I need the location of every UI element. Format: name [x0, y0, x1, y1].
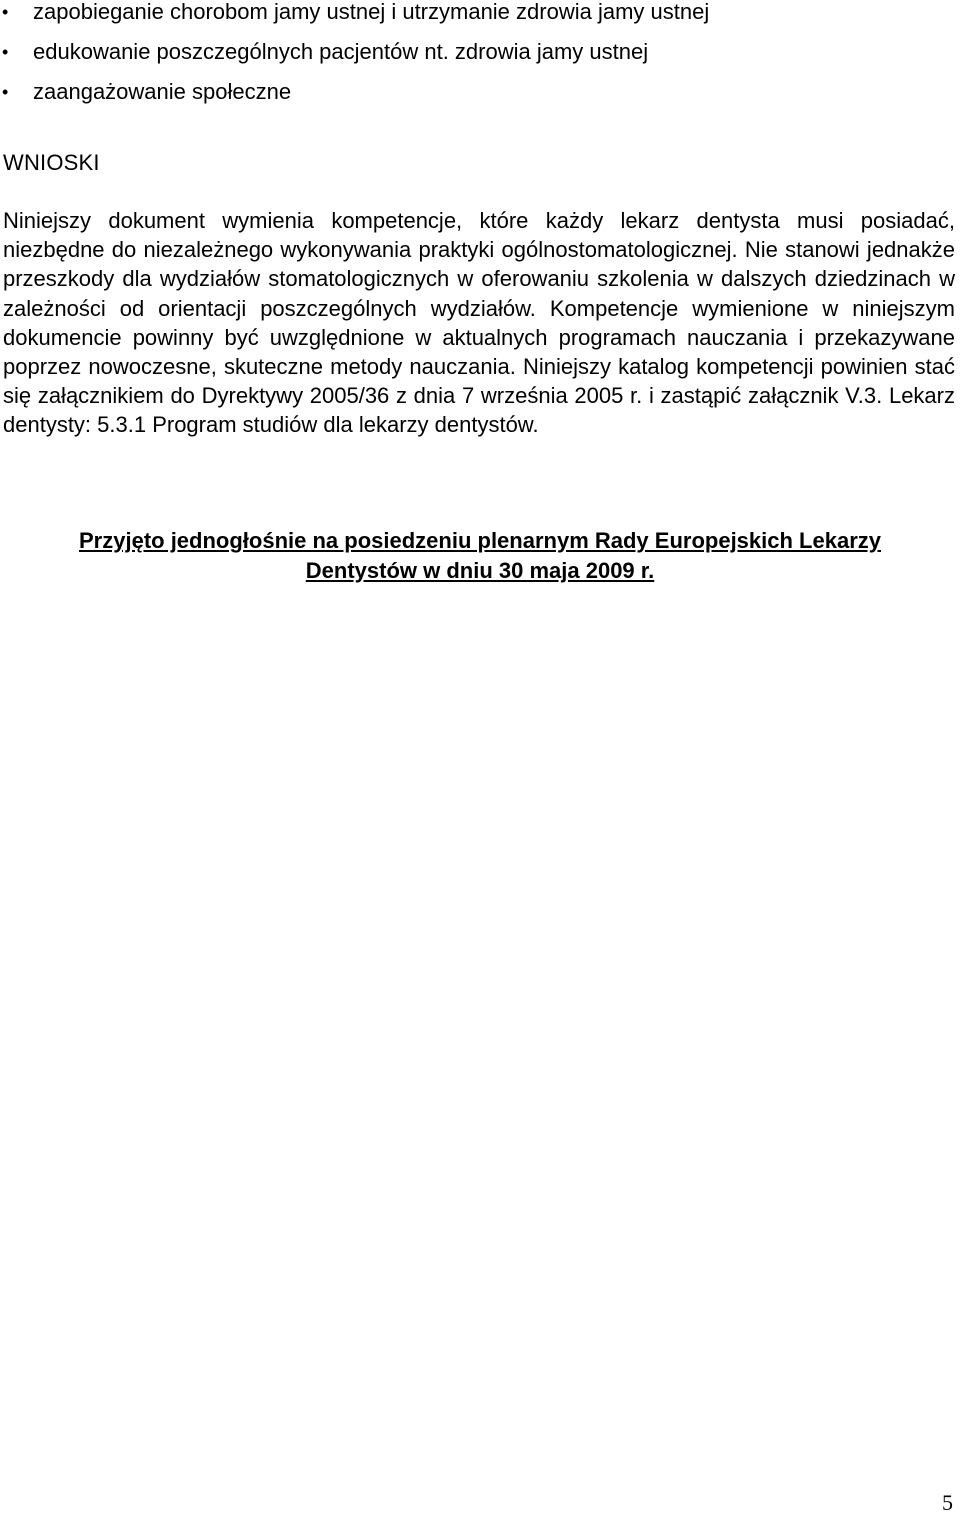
bullet-marker: •	[2, 82, 9, 102]
bullet-marker: •	[2, 2, 9, 22]
adoption-statement	[0, 526, 960, 586]
list-item	[0, 80, 960, 120]
list-item	[0, 40, 960, 80]
conclusions-paragraph: Niniejszy dokument wymienia kompetencje, które każdy lekarz dentysta musi posiadać, niezbędne do niezależnego wykonywania praktyki ogólnostomatologicznej. Nie stanowi jednakże przeszkody dla wydziałów stomatologicznych w oferowaniu szkolenia w dalszych dziedzinach w zależności od orientacji poszczególnych wydziałów. Kompetencje wymienione w niniejszym dokumencie powinny być uwzględnione w aktualnych programach nauczania i przekazywane poprzez nowoczesne, skuteczne metody nauczania. Niniejszy katalog kompetencji powinien stać się załącznikiem do Dyrektywy 2005/36 z dnia 7 września 2005 r. i zastąpić załącznik V.3. Lekarz dentysty: 5.3.1 Program studiów dla lekarzy dentystów.	[3, 208, 955, 438]
bullet-text: edukowanie poszczególnych pacjentów nt. zdrowia jamy ustnej	[33, 39, 649, 64]
bullet-list	[0, 0, 960, 120]
section-heading: WNIOSKI	[3, 150, 100, 175]
adoption-line-2: Dentystów w dniu 30 maja 2009 r.	[305, 558, 655, 583]
bullet-marker: •	[2, 42, 9, 62]
bullet-text: zaangażowanie społeczne	[33, 79, 292, 104]
page-number: 5	[942, 1490, 953, 1515]
adoption-line-1: Przyjęto jednogłośnie na posiedzeniu plenarnym Rady Europejskich Lekarzy	[79, 528, 881, 553]
list-item	[0, 0, 960, 40]
bullet-text: zapobieganie chorobom jamy ustnej i utrzymanie zdrowia jamy ustnej	[33, 0, 710, 24]
